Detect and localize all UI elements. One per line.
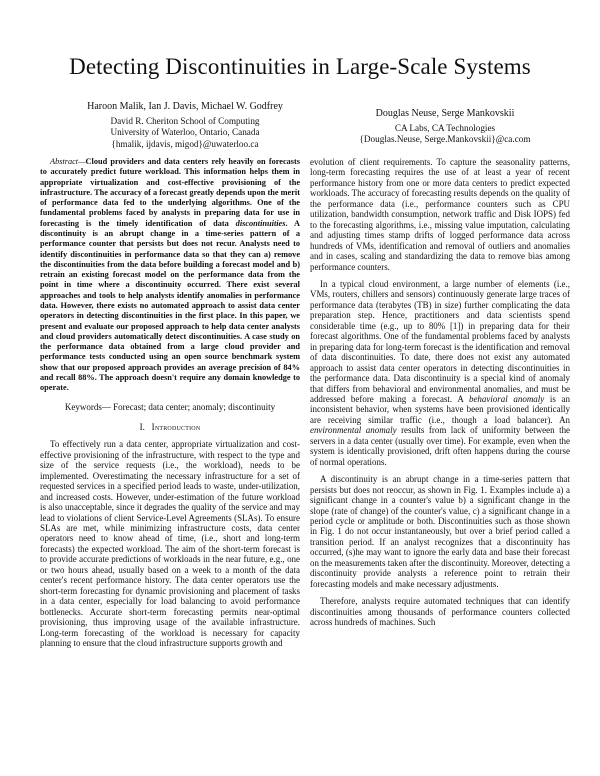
right-column [310, 157, 570, 627]
author-university: University of Waterloo, Ontario, Canada [110, 127, 260, 138]
abstract-label: Abstract [50, 157, 79, 166]
section-number: I. [139, 421, 145, 432]
abstract-emphasis: discontinuities [235, 218, 286, 228]
author-affiliation: CA Labs, CA Technologies [394, 122, 496, 133]
para-text: In a typical cloud environment, a large number of elements (i.e., VMs, routers, chillers and sensors) continuously generate large traces of performance data (terabytes (TB) in size) further complicating the data preparation step. Hence, practitioners and data scientists spend considerable time (e.g., up to 80% [1]) in preparing data for their forecast algorithms. One of the fundamental problems faced by analysts in preparing data for long-term forecast is the identification and removal of data discontinuities. To date, there does not exist any automated approach to assist data center operators in detecting discontinuities in the performance data. Data discontinuity is a special kind of anomaly that differs from behavioral and environmental anomalies, and must be addressed before making a forecast. A [310, 278, 570, 404]
author-block-ca [300, 108, 590, 146]
author-block-waterloo [40, 101, 330, 150]
term-environmental-anomaly: environmental anomaly [310, 425, 397, 436]
intro-paragraph-5: Therefore, analysts require automated techniques that can identify discontinuities among thousands of performance counters collected across hundreds of machines. Such [310, 596, 570, 628]
abstract-text: Cloud providers and data centers rely heavily on forecasts to accurately predict future workload. This information helps them in appropriate virtualization and cost-effective provisioning of the infrastructure. The accuracy of a forecast greatly depends upon the merit of performance data fed to the underlying algorithms. One of the fundamental problems faced by analysts in preparing data for use in forecasting is the timely identification of data [40, 157, 300, 228]
section-title: Introduction [151, 421, 201, 432]
abstract-text-cont: . A discontinuity is an abrupt change in a time-series pattern of a performance counter that persists but does not recur. Analysts need to identify discontinuities in performance data so that they can a) remove the discontinuities from the data before building a forecast model and b) retrain an existing forecast model on the performance data from the point in time where a discontinuity occurred. There exist several approaches and tools to help analysts identify anomalies in performance data. However, there exists no automated approach to assist data center operators in detecting discontinuities in the first place. In this paper, we present and evaluate our proposed approach to help data center analysts and cloud providers automatically detect discontinuities. A case study on the performance data obtained from a large cloud provider and performance tests conducted using an open source benchmark system show that our proposed approach provides an average precision of 84% and recall 88%. The approach doesn't require any domain knowledge to operate. [40, 218, 300, 393]
section-heading [40, 422, 300, 432]
intro-paragraph-2: evolution of client requirements. To capture the seasonality patterns, long-term forecasting requires the use of at least a year of recent performance history from one or more data centers to predict expected workloads. The accuracy of forecasting results depends on the quality of the performance data (i.e., performance counters such as CPU utilization, bandwidth consumption, network traffic and Disk IOPS) fed to the forecasting algorithms, i.e., missing value imputation, calculating and adjusting times stamp drifts of logged performance data across hundreds of VMs, identification and removal of outliers and anomalies and in cases, scaling and standardizing the data to remove bias among performance counters. [310, 157, 570, 272]
author-email: {hmalik, ijdavis, migod}@uwaterloo.ca [111, 138, 259, 149]
author-names: Douglas Neuse, Serge Mankovskii [375, 108, 515, 119]
intro-paragraph-1: To effectively run a data center, appropriate virtualization and cost-effective provisioning of the infrastructure, with respect to the type and size of the service requests (i.e., the workload), needs to be implemented. Overestimating the necessary infrastructure for a set of requested services in a specified period leads to waste, under-utilization, and increased costs. However, under-estimation of the future workload is also unacceptable, since it degrades the quality of the service and may lead to violations of client Service-Level Agreements (SLAs). To ensure SLAs are met, while minimizing infrastructure costs, data center operators need to know ahead of time, (i.e., short and long-term forecasts) the expected workload. The aim of the short-term forecast is to provide accurate predictions of workloads in the near future, e.g., one or two hours ahead, usually based on a week to a month of the data center's recent performance history. The data center operators use the short-term forecasting for dynamic provisioning and placement of tasks in a data center, especially for load balancing to avoid performance bottlenecks. Accurate short-term forecasting permits near-optimal provisioning, thus improving usage of the available infrastructure. Long-term forecasting of the workload is necessary for capacity planning to ensure that the cloud infrastructure supports growth and [40, 439, 300, 648]
author-affiliation: David R. Cheriton School of Computing [110, 115, 260, 126]
para-text: results from lack of uniformity between the servers in a data center (usually over time). For example, even when the system is identically provisioned, drift often happens during the course of normal operations. [310, 425, 570, 467]
intro-paragraph-4: A discontinuity is an abrupt change in a time-series pattern that persists but does not reoccur, as shown in Fig. 1. Examples include a) a significant change in a counter's value b) a significant change in the slope (rate of change) of the counter's value, c) a significant change in a period cycle or amplitude or both. Discontinuities such as those shown in Fig. 1 do not occur instantaneously, but over a brief period called a transition period. If an analyst recognizes that a discontinuity has occurred, (s)he may want to ignore the early data and base their forecast on the measurements taken after the discontinuity. Moreover, detecting a discontinuity provide analysts a reference point to retrain their forecasting models and make necessary adjustments. [310, 474, 570, 589]
term-behavioral-anomaly: behavioral anomaly [469, 393, 545, 404]
keywords: Keywords— Forecast; data center; anomaly; discontinuity [64, 402, 276, 413]
left-column [40, 157, 300, 648]
abstract: Abstract—Cloud providers and data centers rely heavily on forecasts to accurately predict future workload. This information helps them in appropriate virtualization and cost-effective provisioning of the infrastructure. The accuracy of a forecast greatly depends upon the merit of performance data fed to the underlying algorithms. One of the fundamental problems faced by analysts in preparing data for use in forecasting is the timely identification of data discontinuities. A discontinuity is an abrupt change in a time-series pattern of a performance counter that persists but does not recur. Analysts need to identify discontinuities in performance data so that they can a) remove the discontinuities from the data before building a forecast model and b) retrain an existing forecast model on the performance data from the point in time where a discontinuity occurred. There exist several approaches and tools to help analysts identify anomalies in performance data. However, there exists no automated approach to assist data center operators in detecting discontinuities in the first place. In this paper, we present and evaluate our proposed approach to help data center analysts and cloud providers automatically detect discontinuities. A case study on the performance data obtained from a large cloud provider and performance tests conducted using an open source benchmark system show that our proposed approach provides an average precision of 84% and recall 88%. The approach doesn't require any domain knowledge to operate. [40, 157, 300, 393]
paper-title: Detecting Discontinuities in Large-Scale Systems [69, 54, 531, 79]
author-names: Haroon Malik, Ian J. Davis, Michael W. Godfrey [87, 101, 283, 112]
para-text: is an inconsistent behavior, when systems have been provisioned identically are receiving similar traffic (i.e., though a load balancer). An [310, 393, 570, 425]
intro-paragraph-3 [310, 279, 570, 467]
author-email: {Douglas.Neuse, Serge.Mankovskii}@ca.com [359, 134, 531, 145]
